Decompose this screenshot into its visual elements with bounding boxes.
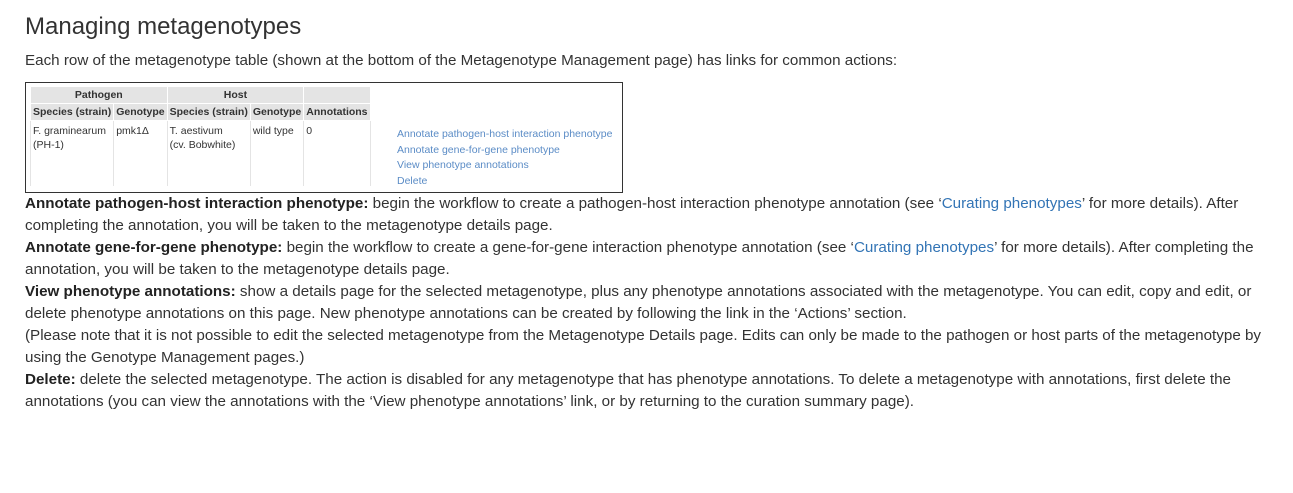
annotations-count-cell: 0 [304, 121, 370, 187]
text: delete the selected metagenotype. The action is disabled for any metagenotype that has phenotype annotations. To delete a metagenotype with annotations, first delete the annotations (you can view the annotations with the ‘View phenotype annotations’ link, or by returning to the curation summary page). [25, 371, 1231, 410]
metagenotype-table-figure [25, 82, 623, 193]
paragraph-delete [25, 369, 1270, 413]
annotate-phi-phenotype-link[interactable]: Annotate pathogen-host interaction phenotype [397, 128, 613, 140]
host-species-cell [167, 121, 250, 187]
table-row [31, 121, 371, 187]
term-delete: Delete: [25, 371, 76, 388]
host-group-header: Host [167, 87, 304, 104]
row-actions [397, 127, 612, 189]
host-species: T. aestivum [169, 125, 223, 137]
page-title: Managing metagenotypes [25, 13, 302, 40]
paragraph-annotate-phi [25, 193, 1270, 237]
text: ’ for more details). After completing the annotation, you will be taken to the metagenotype details page. [25, 239, 1254, 278]
empty-group-header [304, 87, 370, 104]
text: ’ for more details). After completing the annotation, you will be taken to the metagenotype details page. [25, 195, 1239, 234]
group-header-row [31, 87, 371, 104]
paragraph-annotate-gfg [25, 237, 1270, 281]
host-strain: (cv. Bobwhite) [169, 139, 236, 151]
text: show a details page for the selected metagenotype, plus any phenotype annotations associated with the metagenotype. You can edit, copy and edit, or delete phenotype annotations on this page. New phenotype annotations can be created by following the link in the ‘Actions’ section. [25, 283, 1252, 322]
curating-phenotypes-link[interactable]: Curating phenotypes [941, 195, 1082, 212]
metagenotype-table [30, 86, 371, 186]
text: (Please note that it is not possible to edit the selected metagenotype from the Metagenotype Details page. Edits can only be made to the pathogen or host parts of the metagenotype by using the Genotype Management pages.) [25, 327, 1262, 366]
curating-phenotypes-link[interactable]: Curating phenotypes [853, 239, 995, 256]
pathogen-genotype-cell: pmk1Δ [114, 121, 167, 187]
term-annotate-phi: Annotate pathogen-host interaction phenotype: [25, 195, 369, 212]
delete-link[interactable]: Delete [397, 174, 428, 187]
col-pathogen-species: Species (strain) [31, 104, 114, 121]
text: begin the workflow to create a gene-for-gene interaction phenotype annotation (see ‘ [282, 239, 854, 256]
column-header-row [31, 104, 371, 121]
pathogen-species-cell [31, 121, 114, 187]
term-annotate-gfg: Annotate gene-for-gene phenotype: [25, 239, 283, 256]
col-annotations: Annotations [304, 104, 370, 121]
col-host-genotype: Genotype [250, 104, 303, 121]
col-host-species: Species (strain) [167, 104, 250, 121]
view-phenotype-annotations-link[interactable]: View phenotype annotations [397, 159, 529, 171]
col-pathogen-genotype: Genotype [114, 104, 167, 121]
pathogen-group-header: Pathogen [31, 87, 168, 104]
intro-text: Each row of the metagenotype table (shown at the bottom of the Metagenotype Management page) has links for common actions: [25, 52, 898, 69]
annotate-gene-for-gene-link[interactable]: Annotate gene-for-gene phenotype [397, 143, 560, 156]
paragraph-view-annotations [25, 281, 1270, 325]
term-view-annotations: View phenotype annotations: [25, 283, 236, 300]
pathogen-species: F. graminearum [33, 125, 106, 137]
text: begin the workflow to create a pathogen-host interaction phenotype annotation (see ‘ [368, 195, 942, 212]
pathogen-strain: (PH-1) [33, 139, 64, 151]
host-genotype-cell: wild type [250, 121, 303, 187]
paragraph-note [25, 325, 1270, 369]
